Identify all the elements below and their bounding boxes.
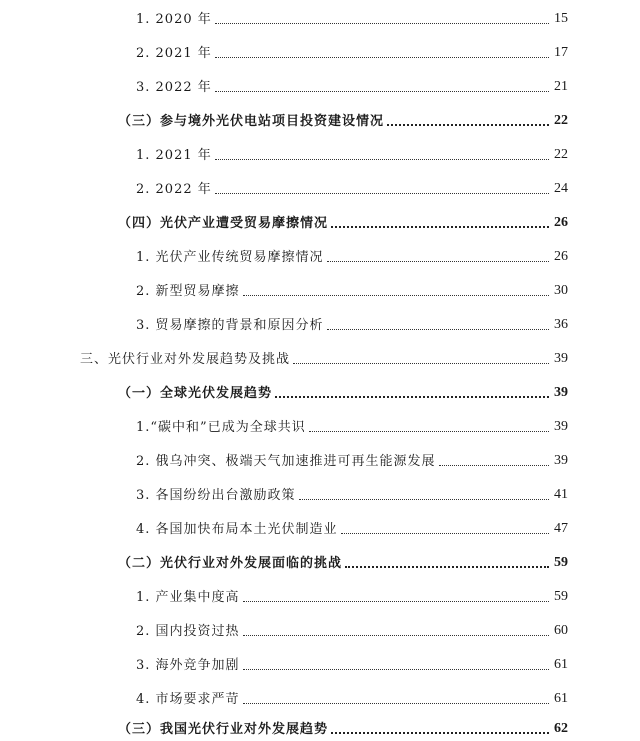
dot-leader [275, 396, 549, 398]
dot-leader [331, 732, 549, 734]
toc-page-number: 59 [554, 555, 568, 570]
toc-page-number: 61 [554, 691, 568, 706]
toc-entry-market-requirements[interactable] [136, 684, 568, 706]
dot-leader [439, 465, 549, 466]
toc-page-number: 39 [554, 351, 568, 366]
toc-page-number: 39 [554, 453, 568, 468]
toc-entry-label: （四）光伏产业遭受贸易摩擦情况 [118, 216, 329, 231]
dot-leader [327, 329, 549, 330]
toc-entry-industry-concentration[interactable] [136, 582, 568, 604]
toc-entry-incentive-policies[interactable] [136, 480, 568, 502]
toc-page-number: 36 [554, 317, 568, 332]
toc-page-number: 24 [554, 181, 568, 196]
toc-page-number: 39 [554, 419, 568, 434]
toc-section-china-trends[interactable] [118, 714, 568, 736]
toc-entry-domestic-overinvestment[interactable] [136, 616, 568, 638]
dot-leader [215, 159, 549, 160]
toc-page-number: 61 [554, 657, 568, 672]
toc-page-number: 30 [554, 283, 568, 298]
dot-leader [387, 124, 549, 126]
toc-entry-label: 1. 光伏产业传统贸易摩擦情况 [136, 250, 324, 265]
toc-entry-renewable-acceleration[interactable] [136, 446, 568, 468]
toc-entry-label: 4. 市场要求严苛 [136, 692, 240, 707]
dot-leader [293, 363, 549, 364]
toc-entry-label: 3. 海外竞争加剧 [136, 658, 240, 673]
dot-leader [327, 261, 549, 262]
toc-page-number: 26 [554, 215, 568, 230]
toc-entry-label: 3. 贸易摩擦的背景和原因分析 [136, 318, 324, 333]
toc-section-challenges[interactable] [118, 548, 568, 570]
dot-leader [309, 431, 549, 432]
toc-entry-2022[interactable] [136, 72, 568, 94]
toc-entry-label: 2. 新型贸易摩擦 [136, 284, 240, 299]
toc-page-number: 22 [554, 113, 568, 128]
dot-leader [243, 601, 549, 602]
toc-entry-overseas-competition[interactable] [136, 650, 568, 672]
dot-leader [243, 295, 549, 296]
toc-entry-label: 1. 2021 年 [136, 148, 212, 163]
toc-entry-2021[interactable] [136, 140, 568, 162]
toc-entry-label: （三）参与境外光伏电站项目投资建设情况 [118, 114, 385, 129]
dot-leader [243, 703, 549, 704]
toc-page-number: 26 [554, 249, 568, 264]
dot-leader [299, 499, 549, 500]
dot-leader [331, 226, 549, 228]
toc-section-global-trends[interactable] [118, 378, 568, 400]
toc-page-number: 15 [554, 11, 568, 26]
toc-entry-local-manufacturing[interactable] [136, 514, 568, 536]
toc-section-overseas-pv-plants[interactable] [118, 106, 568, 128]
toc-entry-label: （一）全球光伏发展趋势 [118, 386, 273, 401]
toc-entry-label: 三、光伏行业对外发展趋势及挑战 [80, 352, 291, 367]
toc-page-number: 21 [554, 79, 568, 94]
toc-entry-label: 1. 产业集中度高 [136, 590, 240, 605]
dot-leader [215, 193, 549, 194]
toc-entry-2021[interactable] [136, 38, 568, 60]
toc-section-trade-friction[interactable] [118, 208, 568, 230]
toc-entry-label: 2. 2021 年 [136, 46, 212, 61]
toc-page-number: 62 [554, 721, 568, 736]
toc-entry-label: 3. 各国纷纷出台激励政策 [136, 488, 296, 503]
toc-entry-new-friction[interactable] [136, 276, 568, 298]
toc-chapter-trends-challenges[interactable] [80, 344, 568, 366]
toc-entry-2020[interactable] [136, 4, 568, 26]
dot-leader [215, 91, 549, 92]
toc-page-number: 39 [554, 385, 568, 400]
dot-leader [345, 566, 549, 568]
toc-page-number: 47 [554, 521, 568, 536]
toc-entry-label: 1.“碳中和”已成为全球共识 [136, 420, 306, 435]
toc-entry-label: （三）我国光伏行业对外发展趋势 [118, 722, 329, 737]
toc-entry-label: 2. 2022 年 [136, 182, 212, 197]
dot-leader [243, 635, 549, 636]
toc-page-number: 60 [554, 623, 568, 638]
toc-entry-label: 2. 俄乌冲突、极端天气加速推进可再生能源发展 [136, 454, 436, 469]
dot-leader [243, 669, 549, 670]
toc-entry-label: 4. 各国加快布局本土光伏制造业 [136, 522, 338, 537]
toc-entry-carbon-neutral[interactable] [136, 412, 568, 434]
toc-entry-traditional-friction[interactable] [136, 242, 568, 264]
toc-entry-label: 2. 国内投资过热 [136, 624, 240, 639]
toc-page-number: 17 [554, 45, 568, 60]
toc-entry-2022[interactable] [136, 174, 568, 196]
toc-page-number: 22 [554, 147, 568, 162]
toc-entry-friction-analysis[interactable] [136, 310, 568, 332]
toc-page-number: 59 [554, 589, 568, 604]
toc-entry-label: 1. 2020 年 [136, 12, 212, 27]
dot-leader [215, 23, 549, 24]
dot-leader [341, 533, 549, 534]
toc-page-number: 41 [554, 487, 568, 502]
toc-entry-label: （二）光伏行业对外发展面临的挑战 [118, 556, 343, 571]
toc-entry-label: 3. 2022 年 [136, 80, 212, 95]
dot-leader [215, 57, 549, 58]
